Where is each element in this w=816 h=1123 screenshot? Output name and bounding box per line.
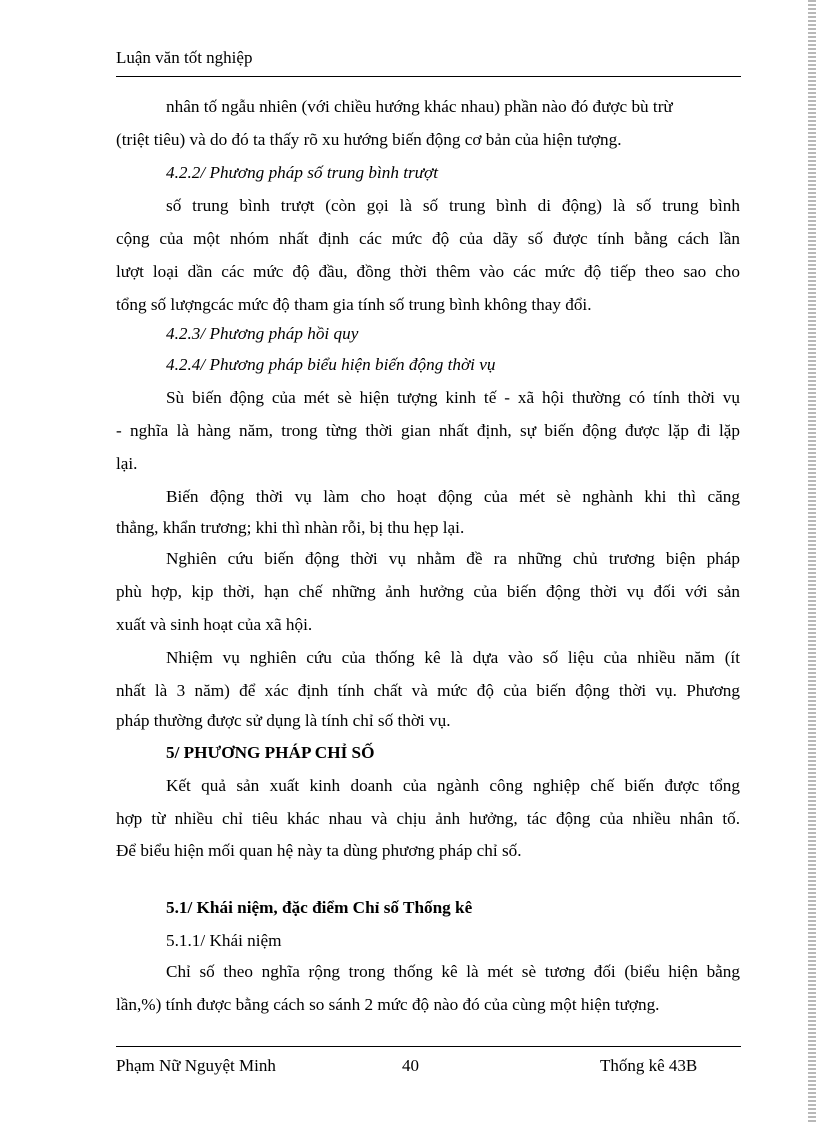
body-line: hợp từ nhiều chỉ tiêu khác nhau và chịu ảnh hưởng, tác động của nhiều nhân tố. <box>116 809 740 828</box>
header-title: Luận văn tốt nghiệp <box>116 48 253 67</box>
body-line: lần,%) tính được bằng cách so sánh 2 mức độ nào đó của cùng một hiện tượng. <box>116 995 660 1014</box>
body-line: tổng số lượngcác mức độ tham gia tính số trung bình không thay đổi. <box>116 295 592 314</box>
body-line: thẳng, khẩn trương; khi thì nhàn rỗi, bị thu hẹp lại. <box>116 518 465 537</box>
section-heading-5: 5/ PHƯƠNG PHÁP CHỈ SỐ <box>166 743 375 762</box>
body-line: Nghiên cứu biến động thời vụ nhằm đề ra những chủ trương biện pháp <box>166 549 740 568</box>
section-heading-4-2-3: 4.2.3/ Phương pháp hồi quy <box>166 324 359 343</box>
body-line: Nhiệm vụ nghiên cứu của thống kê là dựa vào số liệu của nhiều năm (ít <box>166 648 740 667</box>
body-line: cộng của một nhóm nhất định các mức độ của dãy số được tính bằng cách lần <box>116 229 740 248</box>
section-heading-5-1-1: 5.1.1/ Khái niệm <box>166 931 282 950</box>
body-line: Sù biến động của mét sè hiện tượng kinh tế - xã hội thường có tính thời vụ <box>166 388 740 407</box>
body-line: pháp thường được sử dụng là tính chỉ số thời vụ. <box>116 711 451 730</box>
body-line: Biến động thời vụ làm cho hoạt động của mét sè nghành khi thì căng <box>166 487 740 506</box>
body-line: lại. <box>116 454 138 473</box>
footer-class: Thống kê 43B <box>600 1056 698 1075</box>
body-line: số trung bình trượt (còn gọi là số trung bình di động) là số trung bình <box>166 196 740 215</box>
body-line: phù hợp, kịp thời, hạn chế những ảnh hưởng của biến động thời vụ đối với sản <box>116 582 740 601</box>
body-line: (triệt tiêu) và do đó ta thấy rõ xu hướng biến động cơ bản của hiện tượng. <box>116 130 622 149</box>
footer-rule <box>116 1046 741 1047</box>
body-line: lượt loại dần các mức độ đầu, đồng thời thêm vào các mức độ tiếp theo sao cho <box>116 262 740 281</box>
section-heading-4-2-4: 4.2.4/ Phương pháp biểu hiện biến động thời vụ <box>166 355 496 374</box>
footer-author: Phạm Nữ Nguyệt Minh <box>116 1056 276 1075</box>
body-line: Kết quả sản xuất kinh doanh của ngành công nghiệp chế biến được tổng <box>166 776 740 795</box>
page-edge-shadow <box>808 0 816 1123</box>
section-heading-5-1: 5.1/ Khái niệm, đặc điểm Chỉ số Thống kê <box>166 898 473 917</box>
page-number: 40 <box>402 1056 419 1075</box>
body-line: xuất và sinh hoạt của xã hội. <box>116 615 313 634</box>
body-line: Chỉ số theo nghĩa rộng trong thống kê là mét sè tương đối (biểu hiện bằng <box>166 962 740 981</box>
header-rule <box>116 76 741 77</box>
body-line: Để biểu hiện mối quan hệ này ta dùng phương pháp chỉ số. <box>116 841 522 860</box>
body-line: nhân tố ngẫu nhiên (với chiều hướng khác nhau) phần nào đó được bù trừ <box>166 97 673 116</box>
body-line: nhất là 3 năm) để xác định tính chất và mức độ của biến động thời vụ. Phương <box>116 681 740 700</box>
body-line: - nghĩa là hàng năm, trong từng thời gian nhất định, sự biến động được lặp đi lặp <box>116 421 740 440</box>
section-heading-4-2-2: 4.2.2/ Phương pháp số trung bình trượt <box>166 163 439 182</box>
